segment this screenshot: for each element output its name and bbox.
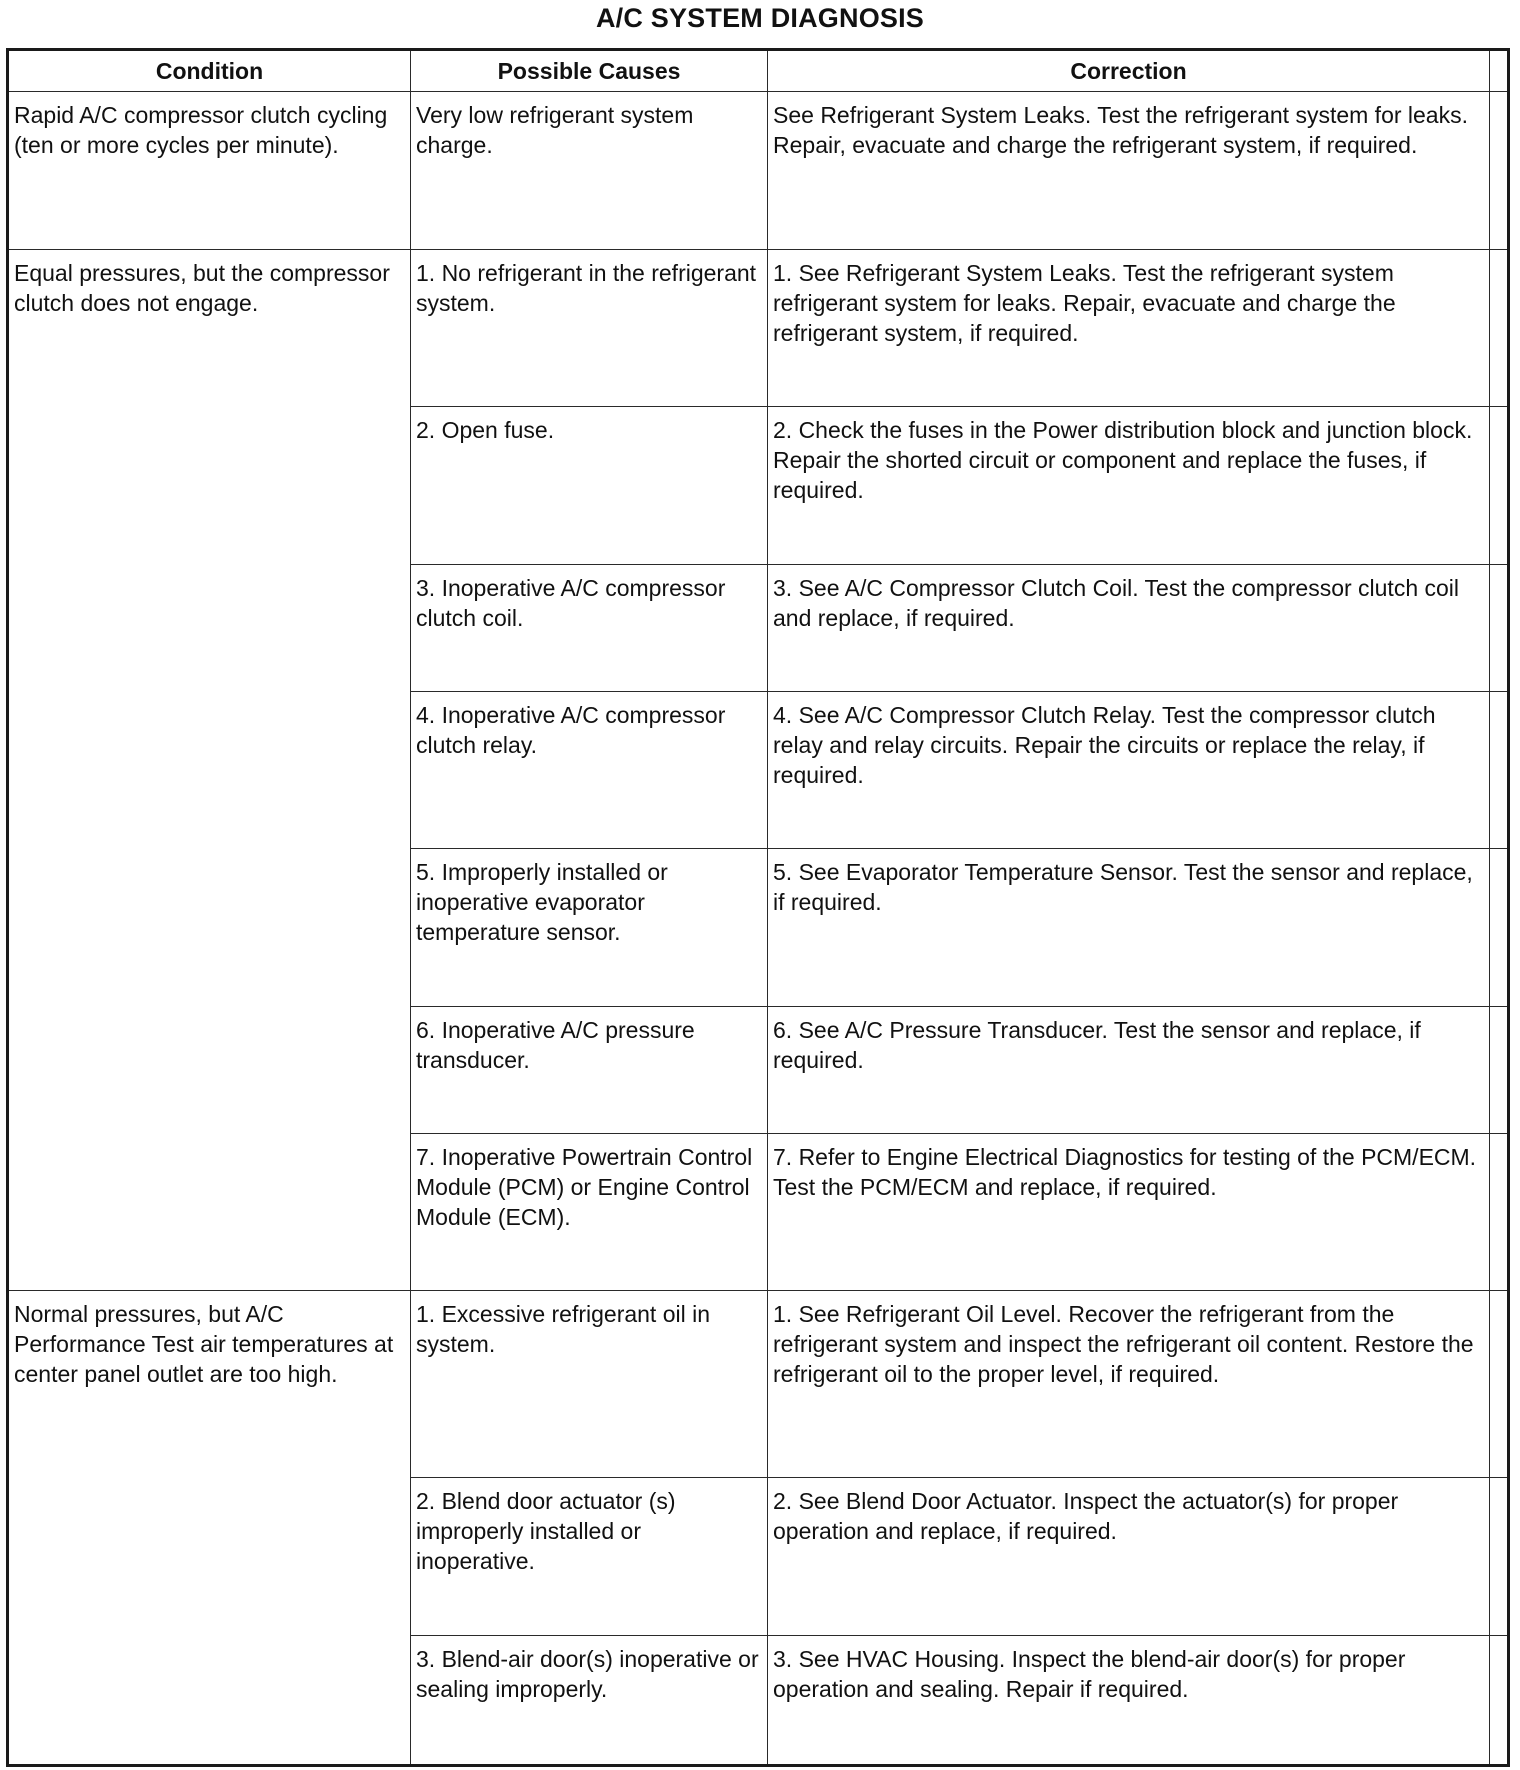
correction-cell: 5. See Evaporator Temperature Sensor. Test the sensor and replace, if required. — [768, 849, 1490, 1007]
header-correction: Correction — [768, 50, 1490, 92]
cause-cell: 6. Inoperative A/C pressure transducer. — [411, 1007, 768, 1134]
correction-cell: 4. See A/C Compressor Clutch Relay. Test the compressor clutch relay and relay circuits. Repair the circuits or replace the relay, if required. — [768, 692, 1490, 849]
margin-cell — [1490, 565, 1509, 692]
margin-cell — [1490, 92, 1509, 250]
condition-cell: Normal pressures, but A/C Performance Test air temperatures at center panel outlet are too high. — [8, 1291, 411, 1766]
correction-cell: 1. See Refrigerant Oil Level. Recover the refrigerant from the refrigerant system and inspect the refrigerant oil content. Restore the refrigerant oil to the proper level, if required. — [768, 1291, 1490, 1478]
margin-cell — [1490, 1291, 1509, 1478]
condition-cell: Rapid A/C compressor clutch cycling (ten or more cycles per minute). — [8, 92, 411, 250]
cause-cell: 3. Inoperative A/C compressor clutch coil. — [411, 565, 768, 692]
margin-cell — [1490, 407, 1509, 565]
correction-cell: 7. Refer to Engine Electrical Diagnostics for testing of the PCM/ECM. Test the PCM/ECM and replace, if required. — [768, 1134, 1490, 1291]
correction-cell: 1. See Refrigerant System Leaks. Test the refrigerant system refrigerant system for leaks. Repair, evacuate and charge the refrigerant system, if required. — [768, 250, 1490, 407]
header-possible-causes: Possible Causes — [411, 50, 768, 92]
margin-cell — [1490, 849, 1509, 1007]
page-title: A/C SYSTEM DIAGNOSIS — [595, 3, 925, 33]
correction-cell: 6. See A/C Pressure Transducer. Test the sensor and replace, if required. — [768, 1007, 1490, 1134]
diagnosis-table — [6, 48, 1510, 1767]
correction-cell: 3. See HVAC Housing. Inspect the blend-air door(s) for proper operation and sealing. Repair if required. — [768, 1636, 1490, 1766]
margin-cell — [1490, 250, 1509, 407]
cause-cell: 3. Blend-air door(s) inoperative or sealing improperly. — [411, 1636, 768, 1766]
cause-cell: 2. Open fuse. — [411, 407, 768, 565]
correction-cell: 2. Check the fuses in the Power distribution block and junction block. Repair the shorted circuit or component and replace the fuses, if required. — [768, 407, 1490, 565]
condition-cell: Equal pressures, but the compressor clutch does not engage. — [8, 250, 411, 1291]
margin-cell — [1490, 1007, 1509, 1134]
header-margin-cell — [1490, 50, 1509, 92]
cause-cell: 1. Excessive refrigerant oil in system. — [411, 1291, 768, 1478]
cause-cell: 4. Inoperative A/C compressor clutch relay. — [411, 692, 768, 849]
table-row — [8, 250, 1509, 407]
cause-cell: 2. Blend door actuator (s) improperly installed or inoperative. — [411, 1478, 768, 1636]
cause-cell: 7. Inoperative Powertrain Control Module (PCM) or Engine Control Module (ECM). — [411, 1134, 768, 1291]
margin-cell — [1490, 692, 1509, 849]
margin-cell — [1490, 1636, 1509, 1766]
table-header-row — [8, 50, 1509, 92]
header-condition: Condition — [8, 50, 411, 92]
margin-cell — [1490, 1478, 1509, 1636]
table-row — [8, 92, 1509, 250]
cause-cell: 5. Improperly installed or inoperative evaporator temperature sensor. — [411, 849, 768, 1007]
correction-cell: 3. See A/C Compressor Clutch Coil. Test the compressor clutch coil and replace, if required. — [768, 565, 1490, 692]
cause-cell: Very low refrigerant system charge. — [411, 92, 768, 250]
table-row — [8, 1291, 1509, 1478]
correction-cell: See Refrigerant System Leaks. Test the refrigerant system for leaks. Repair, evacuate and charge the refrigerant system, if required. — [768, 92, 1490, 250]
correction-cell: 2. See Blend Door Actuator. Inspect the actuator(s) for proper operation and replace, if required. — [768, 1478, 1490, 1636]
cause-cell: 1. No refrigerant in the refrigerant system. — [411, 250, 768, 407]
margin-cell — [1490, 1134, 1509, 1291]
